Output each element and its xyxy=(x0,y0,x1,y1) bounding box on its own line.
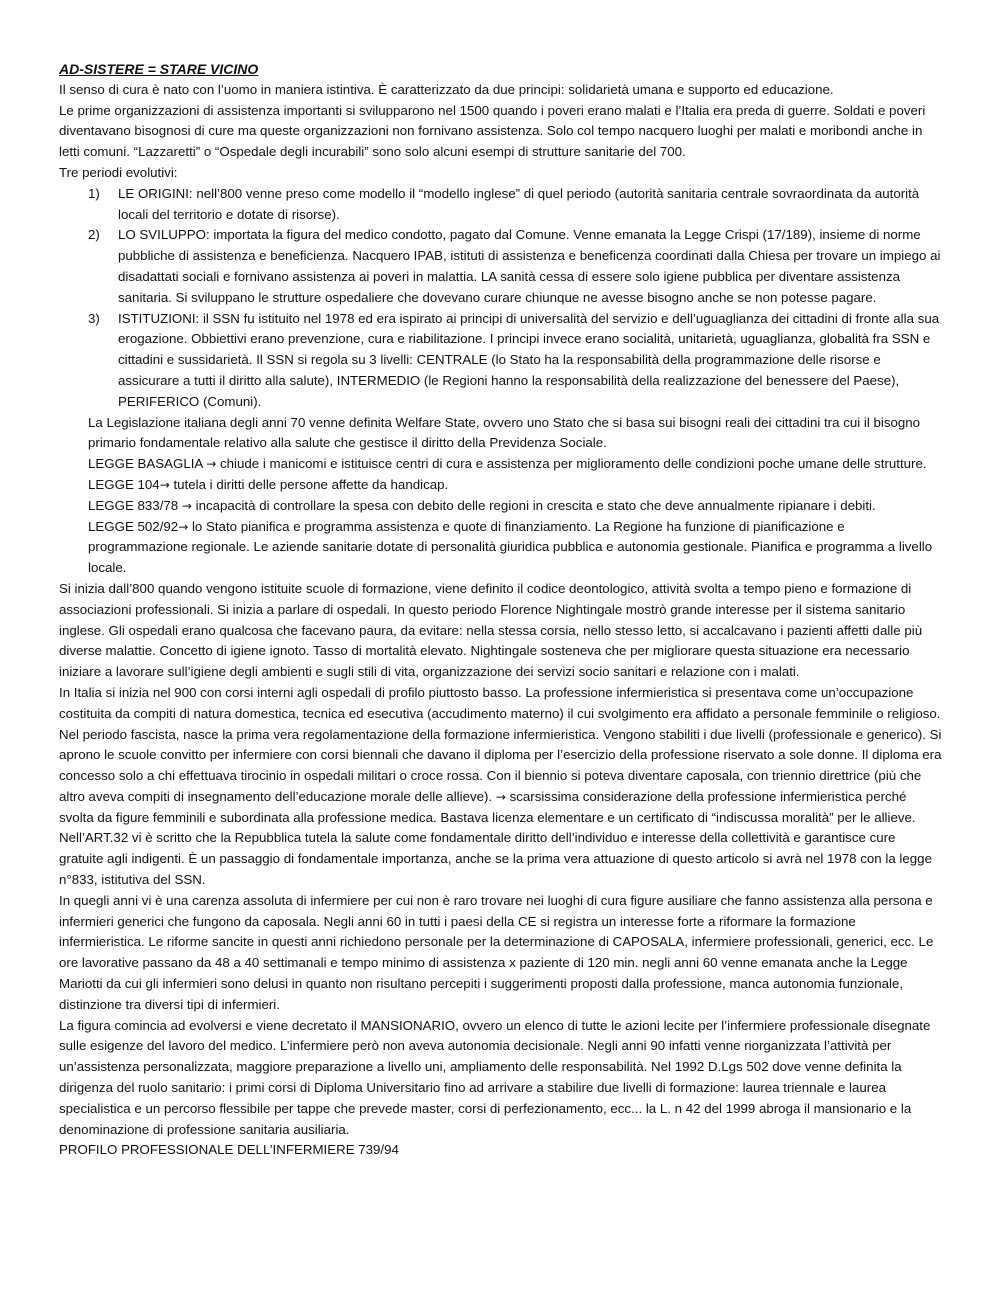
law-line xyxy=(88,454,943,475)
periods-list xyxy=(59,184,943,413)
arrow-right-icon: → xyxy=(159,477,170,492)
legislation-paragraph: La Legislazione italiana degli anni 70 venne definita Welfare State, ovvero uno Stato che si basa sui bisogni reali dei cittadini tra cui il bisogno primario fondamentale relativo alla salute che gestisce il diritto della Previdenza Sociale. xyxy=(88,414,921,451)
document-page xyxy=(59,59,943,1161)
list-item xyxy=(59,309,943,413)
list-item xyxy=(59,225,943,308)
body-paragraph xyxy=(59,725,943,829)
fascist-text-start: Nel periodo fascista, nasce la prima vera regolamentazione della formazione infermieristica. Vengono stabiliti i due livelli (professionale e generico). Si aprono le scuole convitto per infermiere con corsi biennali che davano il diploma per l’esercizio della professione riservato a sole donne. Il diploma era concesso solo a chi effettuava tirocinio in ospedali militari o croce rossa. Con il biennio si poteva diventare caposala, con triennio direttrice (più che altro aveva compiti di insegnamento dell’educazione morale delle allieve). xyxy=(59,726,942,804)
arrow-right-icon: → xyxy=(495,789,506,804)
law-name: LEGGE 502/92 xyxy=(88,518,179,534)
body-paragraph: Nell’ART.32 vi è scritto che la Repubblica tutela la salute come fondamentale diritto dell’individuo e interesse della collettività e garantisce cure gratuite agli indigenti. È un passaggio di fondamentale importanza, anche se la prima vera attuazione di questo articolo si avrà nel 1978 con la legge n°833, istitutiva del SSN. xyxy=(59,830,932,888)
law-name: LEGGE BASAGLIA xyxy=(88,456,207,472)
list-number: 1) xyxy=(88,185,100,201)
intro-paragraph: Le prime organizzazioni di assistenza importanti si svilupparono nel 1500 quando i poveri erano malati e l’Italia era preda di guerre. Soldati e poveri diventavano bisognosi di cure ma queste organizzazioni non fornivano assistenza. Solo col tempo nacquero luoghi per malati e moribondi anche in letti comuni. “Lazzaretti” o “Ospedale degli incurabili” sono solo alcuni esempi di strutture sanitarie del 700. xyxy=(59,102,926,160)
list-item xyxy=(59,184,943,226)
list-number: 3) xyxy=(88,310,100,326)
list-item-text: LO SVILUPPO: importata la figura del medico condotto, pagato dal Comune. Venne emanata la Legge Crispi (17/189), insieme di norme pubbliche di assistenza e beneficienza. Nacquero IPAB, istituti di assistenza e beneficenza coordinati dalla Chiesa per trovare un impiego ai disadattati sociali e fornivano assistenza ai poveri in malattia. LA sanità cessa di essere solo igiene pubblica per diventare assistenza sanitaria. Si sviluppano le strutture ospedaliere che dovevano curare chiunque ne avesse bisogno anche se non potesse pagare. xyxy=(118,227,941,305)
body-paragraph: In quegli anni vi è una carenza assoluta di infermiere per cui non è raro trovare nei luoghi di cura figure ausiliare che fanno assistenza alla persona e infermieri generici che fungono da caposala. Negli anni 60 in tutti i paesi della CE si registra un interesse forte a riformare la formazione infermieristica. Le riforme sancite in questi anni richiedono personale per la determinazione di CAPOSALA, infermiere professionali, generici, ecc. Le ore lavorative passano da 48 a 40 settimanali e tempo minimo di assistenza x paziente di 120 min. negli anni 60 venne emanata anche la Legge Mariotti da cui gli infermieri sono delusi in quanto non risultano percepiti i suggerimenti proposti dalla professione, manca autonomia funzionale, distinzione tra diversi tipi di infermieri. xyxy=(59,892,934,1012)
law-line xyxy=(88,517,943,579)
law-line xyxy=(88,475,943,496)
body-paragraph: La figura comincia ad evolversi e viene decretato il MANSIONARIO, ovvero un elenco di tutte le azioni lecite per l’infermiere professionale disegnate sulle esigenze del lavoro del medico. L’infermiere però non aveva autonomia decisionale. Negli anni 90 infatti venne riorganizzata l’attività per un’assistenza personalizzata, maggiore preparazione a livello uni, ampliamento delle responsabilità. Nel 1992 D.Lgs 502 dove venne definita la dirigenza del ruolo sanitario: i primi corsi di Diploma Universitario fino ad arrivare a stabilire due livelli di formazione: laurea triennale e laurea specialistica e un percorso flessibile per tappe che prevede master, corsi di perfezionamento, ecc... la L. n 42 del 1999 abroga il mansionario e la denominazione di professione sanitaria ausiliaria. xyxy=(59,1017,931,1137)
document-title: AD-SISTERE = STARE VICINO xyxy=(59,61,259,77)
law-name: LEGGE 833/78 xyxy=(88,497,182,513)
intro-paragraph: Il senso di cura è nato con l’uomo in maniera istintiva. È caratterizzato da due principi: solidarietà umana e supporto ed educazione. xyxy=(59,81,834,97)
fascist-text-end: scarsissima considerazione della professione infermieristica perché svolta da figure femminili e subordinata alla professione medica. Bastava licenza elementare e un certificato di “indiscussa moralità” per le allieve. xyxy=(59,788,916,825)
law-text: incapacità di controllare la spesa con debito delle regioni in crescita e stato che deve annualmente ripianare i debiti. xyxy=(191,497,876,513)
arrow-right-icon: → xyxy=(178,519,189,534)
body-paragraph: In Italia si inizia nel 900 con corsi interni agli ospedali di profilo piuttosto basso. La professione infermieristica si presentava come un’occupazione costituita da compiti di natura domestica, tecnica ed esecutiva (accudimento materno) il cui svolgimento era affidato a personale femminile o religioso. xyxy=(59,684,941,721)
law-text: tutela i diritti delle persone affette da handicap. xyxy=(169,476,449,492)
law-text: chiude i manicomi e istituisce centri di cura e assistenza per miglioramento delle condizioni poche umane delle strutture. xyxy=(216,456,927,472)
arrow-right-icon: → xyxy=(206,457,217,472)
periods-heading: Tre periodi evolutivi: xyxy=(59,164,178,180)
body-paragraph: Si inizia dall’800 quando vengono istituite scuole di formazione, viene definito il codice deontologico, attività svolta a tempo pieno e formazione di associazioni professionali. Si inizia a parlare di ospedali. In questo periodo Florence Nightingale mostrò grande interesse per il sistema sanitario inglese. Gli ospedali erano qualcosa che facevano paura, da evitare: nella stessa corsia, nello stesso letto, si accalcavano i pazienti affetti dalle più diverse malattie. Concetto di igiene ignoto. Tasso di mortalità elevato. Nightingale sosteneva che per migliorare questa situazione era necessario iniziare a lavorare sull’igiene degli ambienti e sugli stili di vita, organizzazione dei servizi socio sanitari e relazione con i malati. xyxy=(59,580,923,680)
law-name: LEGGE 104 xyxy=(88,476,160,492)
list-item-text: ISTITUZIONI: il SSN fu istituito nel 1978 ed era ispirato ai principi di universalità del servizio e dell’uguaglianza dei cittadini di fronte alla sua erogazione. Obbiettivi erano prevenzione, cura e riabilitazione. I principi invece erano socialità, unitarietà, uguaglianza, globalità fra SSN e cittadini e sussidarietà. Il SSN si regola su 3 livelli: CENTRALE (lo Stato ha la responsabilità della programmazione delle risorse e assicurare a tutti il diritto alla salute), INTERMEDIO (le Regioni hanno la responsabilità della realizzazione del benessere del Paese), PERIFERICO (Comuni). xyxy=(118,310,940,409)
list-item-text: LE ORIGINI: nell’800 venne preso come modello il “modello inglese” di quel periodo (autorità sanitaria centrale sovraordinata da autorità locali del territorio e dotate di risorse). xyxy=(118,185,920,222)
arrow-right-icon: → xyxy=(181,498,192,513)
section-heading: PROFILO PROFESSIONALE DELL’INFERMIERE 739/94 xyxy=(59,1142,399,1158)
law-line xyxy=(88,496,943,517)
law-text: lo Stato pianifica e programma assistenza e quote di finanziamento. La Regione ha funzione di pianificazione e programmazione regionale. Le aziende sanitarie dotate di personalità giuridica pubblica e autonomia gestionale. Pianifica e programma a livello locale. xyxy=(88,518,933,576)
list-number: 2) xyxy=(88,227,100,243)
legislation-block xyxy=(59,413,943,579)
